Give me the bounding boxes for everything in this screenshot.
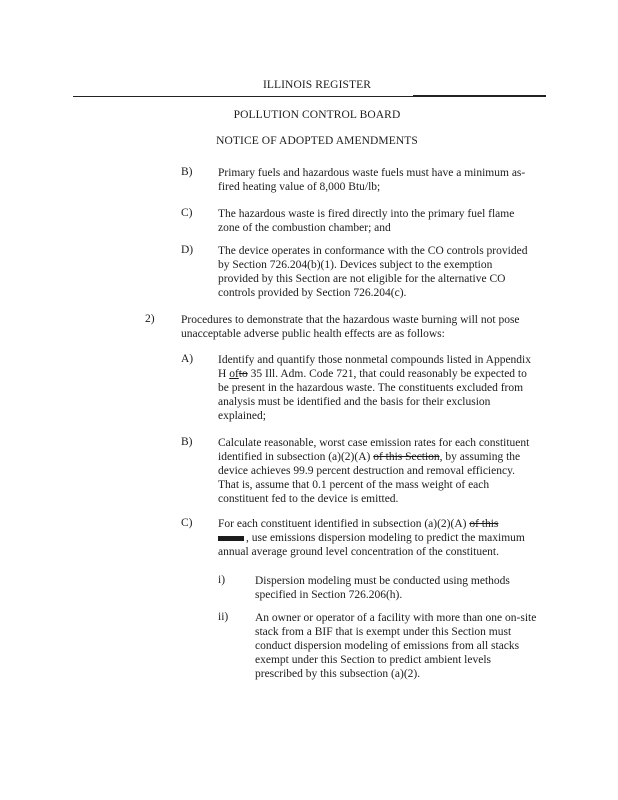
text-line: exempt under this Section to predict ambient levels <box>255 654 492 666</box>
register-heading: ILLINOIS REGISTER <box>262 79 372 91</box>
subitem-text-ii <box>255 611 536 681</box>
text-line: fired heating value of 8,000 Btu/lb; <box>218 181 381 193</box>
text-line: unacceptable adverse public health effects are as follows: <box>181 328 445 340</box>
text-line: stack from a BIF that is exempt under this Section must <box>255 626 512 638</box>
item-label-b1: B) <box>181 166 193 178</box>
notice-heading: NOTICE OF ADOPTED AMENDMENTS <box>216 135 418 147</box>
subitem-label-ii: ii) <box>218 611 229 623</box>
item-label-c1: C) <box>181 207 193 219</box>
text-run: 35 Ill. Adm. Code 721, that could reasonably be expected to <box>247 368 527 380</box>
item-label-d1: D) <box>181 244 194 256</box>
redaction-mark <box>218 536 244 541</box>
text-line: controls provided by Section 726.204(c). <box>218 287 407 299</box>
text-line: explained; <box>218 410 266 422</box>
text-line: Calculate reasonable, worst case emission rates for each constituent <box>218 437 530 449</box>
text-line: analysis must be identified and the basis for their exclusion <box>218 396 491 408</box>
text-line-amended <box>218 517 525 531</box>
board-heading: POLLUTION CONTROL BOARD <box>233 109 401 121</box>
text-run: identified in subsection (a)(2)(A) <box>218 451 374 463</box>
deleted-text: of this Section <box>373 451 440 463</box>
subitem-label-i: i) <box>218 574 226 586</box>
text-line: conduct dispersion modeling of emissions from all stacks <box>255 640 520 652</box>
inserted-text: of <box>229 368 239 380</box>
text-line: Procedures to demonstrate that the hazardous waste burning will not pose <box>181 314 520 326</box>
text-line-amended <box>218 367 531 381</box>
section-label-2: 2) <box>145 313 155 325</box>
item-text-b2 <box>218 436 529 506</box>
text-line: constituent fed to the device is emitted. <box>218 493 399 505</box>
subitem-text-i <box>255 574 510 602</box>
text-line: Primary fuels and hazardous waste fuels must have a minimum as- <box>218 167 526 179</box>
item-text-d1 <box>218 244 527 300</box>
text-line: Dispersion modeling must be conducted using methods <box>255 575 510 587</box>
text-run: H <box>218 368 230 380</box>
text-line: That is, assume that 0.1 percent of the mass weight of each <box>218 479 490 491</box>
item-text-c2 <box>218 517 525 559</box>
text-line: prescribed by this subsection (a)(2). <box>255 668 421 680</box>
item-label-a2: A) <box>181 353 194 365</box>
text-line: device achieves 99.9 percent destruction and removal efficiency. <box>218 465 515 477</box>
deleted-text: of this <box>469 518 499 530</box>
text-line: be present in the hazardous waste. The constituents excluded from <box>218 382 524 394</box>
text-line: Identify and quantify those nonmetal compounds listed in Appendix <box>218 354 532 366</box>
section-text-2 <box>181 313 520 341</box>
text-line: The hazardous waste is fired directly into the primary fuel flame <box>218 208 515 220</box>
text-line: provided by this Section are not eligible for the alternative CO <box>218 273 506 285</box>
deleted-text: to <box>238 368 248 380</box>
text-line-amended <box>218 531 525 545</box>
text-line: annual average ground level concentration of the constituent. <box>218 546 500 558</box>
item-label-b2: B) <box>181 436 193 448</box>
text-line-amended <box>218 450 529 464</box>
item-label-c2: C) <box>181 517 193 529</box>
item-text-c1 <box>218 207 514 235</box>
text-line: by Section 726.204(b)(1). Devices subject to the exemption <box>218 259 493 271</box>
text-line: An owner or operator of a facility with more than one on-site <box>255 612 537 624</box>
text-run: , by assuming the <box>439 451 521 463</box>
text-run: , use emissions dispersion modeling to predict the maximum <box>246 532 525 544</box>
item-text-a2 <box>218 353 531 423</box>
text-line: The device operates in conformance with the CO controls provided <box>218 245 528 257</box>
text-run: For each constituent identified in subsection (a)(2)(A) <box>218 518 470 530</box>
text-line: specified in Section 726.206(h). <box>255 589 403 601</box>
text-line: zone of the combustion chamber; and <box>218 222 391 234</box>
item-text-b1 <box>218 166 525 194</box>
header-rule-thick <box>413 95 546 97</box>
